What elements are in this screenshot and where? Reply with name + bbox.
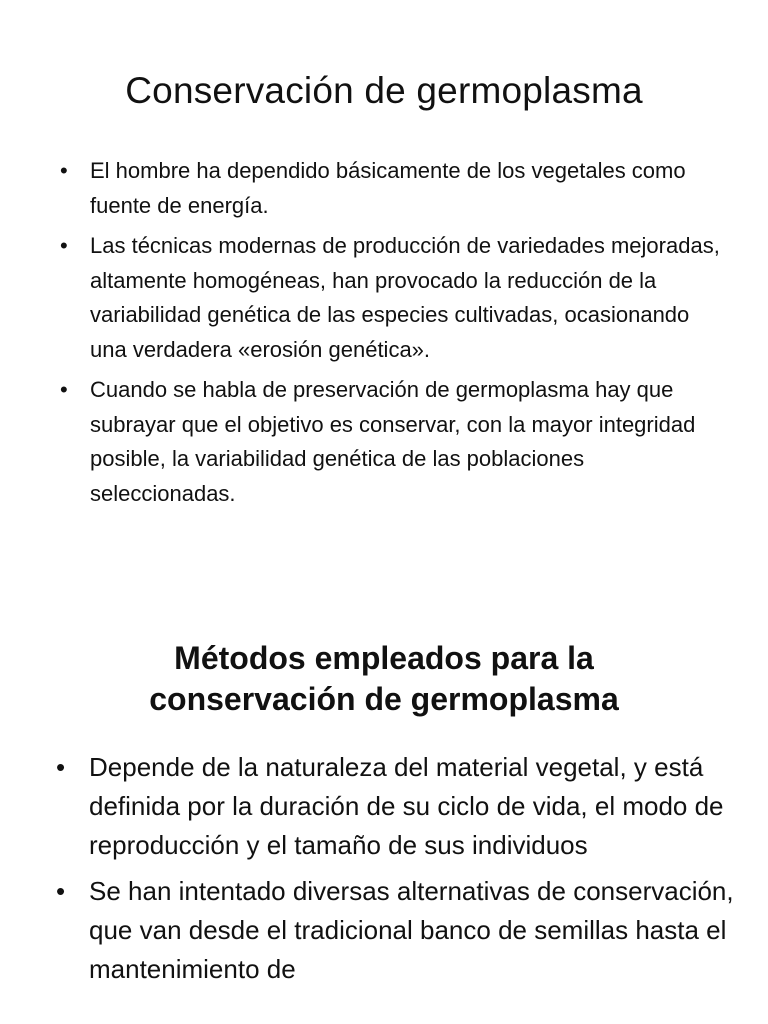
bullet-icon: • xyxy=(56,876,66,906)
bullet-icon: • xyxy=(56,752,66,782)
bullet-text: Cuando se habla de preservación de germoplasma hay que subrayar que el objetivo es conservar, con la mayor integridad posible, la variabilidad genética de las poblaciones seleccionadas. xyxy=(90,377,696,506)
bullet-text: Depende de la naturaleza del material vegetal, y está definida por la duración de su ciclo de vida, el modo de reproducción y el tamaño de sus individuos xyxy=(89,752,724,860)
bullet-text: Se han intentado diversas alternativas de conservación, que van desde el tradicional banco de semillas hasta el mantenimiento de xyxy=(89,876,734,984)
bullet-icon: • xyxy=(60,158,68,183)
slide-1-bullet-3 xyxy=(60,373,720,511)
slide-2-title-line-2: conservación de germoplasma xyxy=(149,681,619,717)
bullet-text: Las técnicas modernas de producción de variedades mejoradas, altamente homogéneas, han provocado la reducción de la variabilidad genética de las especies cultivadas, ocasionando una verdadera «erosión genética». xyxy=(90,233,720,362)
slide-2-bullet-list xyxy=(56,748,736,996)
slide-2-bullet-1 xyxy=(56,748,736,865)
slide-2 xyxy=(0,580,768,1024)
slide-1-bullet-list xyxy=(60,154,720,517)
bullet-icon: • xyxy=(60,233,68,258)
slide-2-bullet-2 xyxy=(56,872,736,989)
slide-1-bullet-2 xyxy=(60,229,720,367)
slide-2-title xyxy=(0,638,768,720)
bullet-text: El hombre ha dependido básicamente de los vegetales como fuente de energía. xyxy=(90,158,686,218)
slide-1-bullet-1 xyxy=(60,154,720,223)
slide-1-title: Conservación de germoplasma xyxy=(125,70,643,111)
slide-2-title-line-1: Métodos empleados para la xyxy=(174,640,594,676)
bullet-icon: • xyxy=(60,377,68,402)
